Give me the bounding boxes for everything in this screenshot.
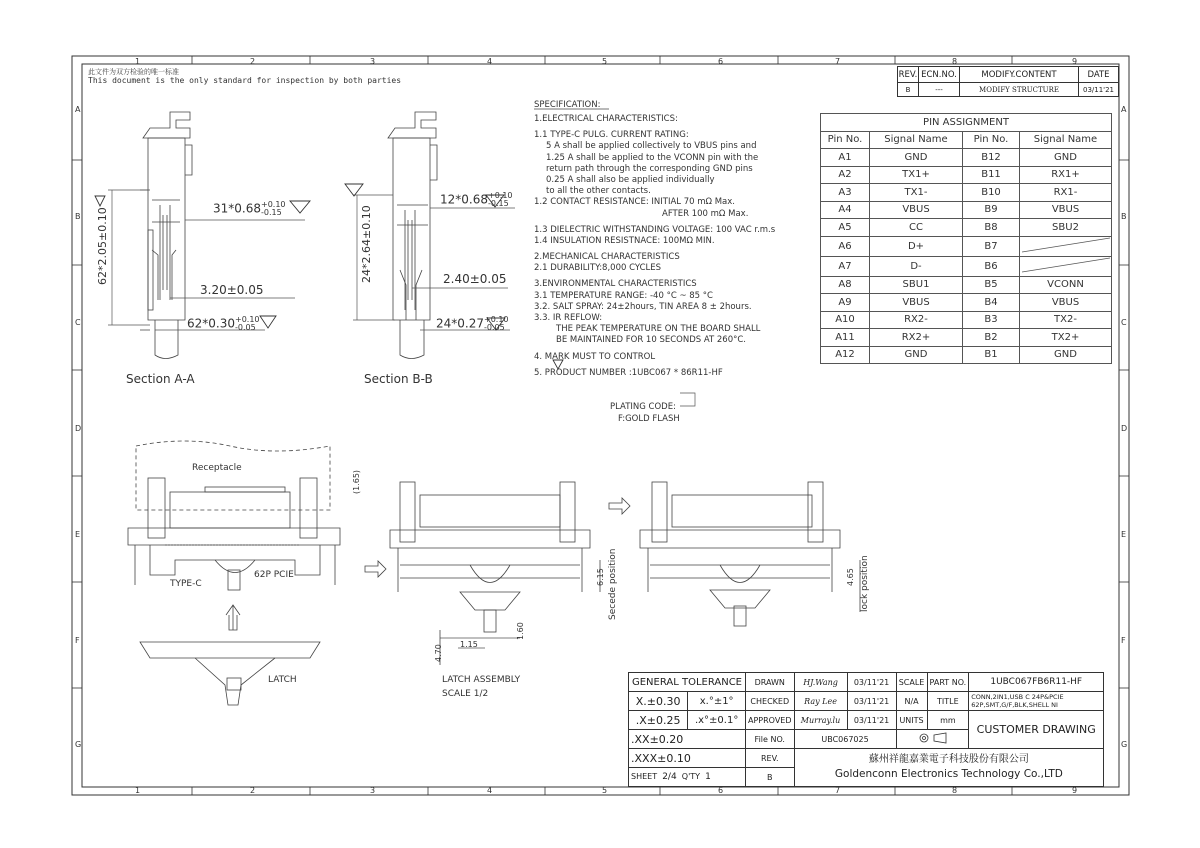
rev-value-tb: B: [746, 768, 795, 787]
section-b-drawing: [388, 112, 437, 359]
grid-label: G: [1121, 740, 1128, 749]
pin-number: A12: [821, 346, 870, 364]
signal-name: VBUS: [1020, 294, 1112, 312]
latch-assembly-label: LATCH ASSEMBLY: [442, 675, 521, 685]
part-no-label: PART NO.: [927, 673, 969, 692]
dim-470: 4.70: [434, 644, 443, 662]
header-note-en: This document is the only standard for inspection by both parties: [88, 76, 402, 85]
scale-label: SCALE 1/2: [442, 689, 489, 699]
scale-label: SCALE: [896, 673, 927, 692]
modify-header: MODIFY.CONTENT: [960, 67, 1079, 83]
section-a-drawing: [140, 112, 192, 359]
grid-label: 4: [487, 786, 493, 795]
signal-name: GND: [870, 149, 963, 167]
grid-label: C: [1121, 318, 1127, 327]
spec-line: 3.2. SALT SPRAY: 24±2hours, TIN AREA 8 ± 2hours.: [534, 301, 752, 312]
signal-name: VCONN: [1020, 276, 1112, 294]
grid-label: 2: [250, 57, 256, 66]
grid-label: 4: [487, 57, 493, 66]
section-a-label: Section A-A: [126, 372, 195, 386]
approved-label: APPROVED: [746, 711, 795, 730]
spec-line: 2.1 DURABILITY:8,000 CYCLES: [534, 263, 662, 274]
dim-b1: 12*0.68+0.10 -0.15: [440, 191, 513, 208]
signal-name: SBU1: [870, 276, 963, 294]
drawn-date: 03/11'21: [847, 673, 896, 692]
signal-name: [1020, 236, 1112, 256]
part-no-value: 1UBC067FB6R11-HF: [969, 673, 1104, 692]
signal-name: SBU2: [1020, 219, 1112, 237]
pin-col-header-2: Pin No.: [963, 131, 1020, 149]
modify-value: MODIFY STRUCTURE: [960, 83, 1079, 97]
pin-assignment-table: [820, 113, 1112, 364]
spec-line: AFTER 100 mΩ Max.: [662, 208, 749, 219]
rev-value: B: [898, 83, 919, 97]
grid-label: A: [1121, 105, 1127, 114]
pin-number: B4: [963, 294, 1020, 312]
secede-position-label: Secede position: [608, 548, 618, 620]
spec-line: 1.3 DIELECTRIC WITHSTANDING VOLTAGE: 100 VAC r.m.s: [534, 224, 776, 235]
pin-number: A8: [821, 276, 870, 294]
sheet-cell: SHEET 2/4 Q'TY 1: [629, 768, 746, 787]
pin-row: [821, 329, 1112, 347]
tol-xx-angle: .x°±0.1°: [688, 711, 746, 730]
spec-line: 3.1 TEMPERATURE RANGE: -40 °C ~ 85 °C: [534, 290, 713, 301]
header-note-cn: 此文件为双方检验的唯一标准: [88, 68, 179, 76]
checked-date: 03/11'21: [847, 692, 896, 711]
grid-label: C: [75, 318, 81, 327]
grid-label: A: [75, 105, 81, 114]
grid-label: 3: [370, 57, 376, 66]
signal-name: D-: [870, 256, 963, 276]
pin-number: A4: [821, 201, 870, 219]
dim-a2: 62*2.05±0.10: [96, 207, 109, 285]
spec-line: 1.ELECTRICAL CHARACTERISTICS:: [534, 114, 678, 124]
pin-number: B1: [963, 346, 1020, 364]
spec-line: 1.1 TYPE-C PULG. CURRENT RATING:: [534, 130, 689, 141]
pin-row: [821, 184, 1112, 202]
spec-line: 5 A shall be applied collectively to VBUS pins and: [546, 141, 757, 152]
spec-line: to all the other contacts.: [546, 186, 651, 197]
grid-label: 6: [718, 57, 724, 66]
spec-line: 1.25 A shall be applied to the VCONN pin with the: [546, 152, 759, 163]
signal-name: RX1-: [1020, 184, 1112, 202]
grid-label: 8: [952, 57, 958, 66]
signal-name: [1020, 256, 1112, 276]
grid-label: 7: [835, 57, 841, 66]
lock-position-label: lock position: [860, 555, 870, 612]
dim-a4: 62*0.30+0.10 -0.05: [187, 315, 260, 332]
grid-label: 9: [1072, 57, 1078, 66]
pin-row: [821, 346, 1112, 364]
spec-line: 1.4 INSULATION RESISTNACE: 100MΩ MIN.: [534, 235, 715, 246]
signal-name: RX1+: [1020, 166, 1112, 184]
grid-label: F: [75, 636, 80, 645]
approved-by: Murray.lu: [794, 711, 847, 730]
file-no-value: UBC067025: [794, 730, 896, 749]
pin-number: A3: [821, 184, 870, 202]
pcie-label: 62P PCIE: [254, 570, 294, 580]
pin-row: [821, 256, 1112, 276]
pin-number: A1: [821, 149, 870, 167]
pin-row: [821, 201, 1112, 219]
customer-drawing: CUSTOMER DRAWING: [969, 711, 1104, 749]
grid-label: 2: [250, 786, 256, 795]
grid-label: D: [75, 424, 82, 433]
grid-label: E: [1121, 530, 1127, 539]
pin-row: [821, 219, 1112, 237]
section-b-label: Section B-B: [364, 372, 433, 386]
dim-465: 4.65: [846, 568, 855, 586]
pin-number: B9: [963, 201, 1020, 219]
signal-name: VBUS: [870, 201, 963, 219]
spec-line: return path through the corresponding GND pins: [546, 163, 753, 174]
grid-label: 8: [952, 786, 958, 795]
dim-a1: 31*0.68+0.10 -0.15: [213, 200, 286, 217]
dim-115: 1.15: [460, 640, 478, 649]
pin-number: B2: [963, 329, 1020, 347]
signal-col-header-2: Signal Name: [1020, 131, 1112, 149]
dim-b3: 2.40±0.05: [443, 272, 507, 286]
pin-number: A2: [821, 166, 870, 184]
date-header: DATE: [1079, 67, 1119, 83]
latch-label: LATCH: [268, 675, 297, 685]
signal-name: RX2+: [870, 329, 963, 347]
signal-name: VBUS: [1020, 201, 1112, 219]
pin-number: B3: [963, 311, 1020, 329]
pin-row: [821, 276, 1112, 294]
rev-header: REV.: [898, 67, 919, 83]
spec-line: 3.ENVIRONMENTAL CHARACTERISTICS: [534, 279, 697, 290]
pin-row: [821, 294, 1112, 312]
scale-value: N/A: [896, 692, 927, 711]
signal-name: RX2-: [870, 311, 963, 329]
pin-number: B10: [963, 184, 1020, 202]
tol-xx: .X±0.25: [629, 711, 688, 730]
spec-line: 3.3. IR REFLOW:: [534, 313, 603, 323]
receptacle-label: Receptacle: [192, 463, 242, 473]
grid-label: G: [75, 740, 82, 749]
signal-name: GND: [1020, 346, 1112, 364]
pin-row: [821, 149, 1112, 167]
tol-x: X.±0.30: [629, 692, 688, 711]
grid-label: 1: [135, 786, 141, 795]
dim-b2: 24*2.64±0.10: [360, 205, 373, 283]
signal-name: GND: [870, 346, 963, 364]
signal-name: TX2-: [1020, 311, 1112, 329]
grid-label: 9: [1072, 786, 1078, 795]
grid-label: 5: [602, 57, 608, 66]
dim-615: 6.15: [596, 568, 605, 586]
signal-name: TX1-: [870, 184, 963, 202]
spec-lines: [534, 114, 775, 379]
spec-line: 2.MECHANICAL CHARACTERISTICS: [534, 252, 680, 263]
pin-number: B6: [963, 256, 1020, 276]
grid-label: E: [75, 530, 81, 539]
file-no-label: File NO.: [746, 730, 795, 749]
pin-number: A10: [821, 311, 870, 329]
revision-table: [897, 66, 1119, 97]
date-value: 03/11'21: [1079, 83, 1119, 97]
lock-position-drawing: [640, 482, 860, 626]
units-label: UNITS: [896, 711, 927, 730]
tol-xxxx: .XXX±0.10: [629, 749, 746, 768]
pin-number: A6: [821, 236, 870, 256]
spec-line: 1.2 CONTACT RESISTANCE: INITIAL 70 mΩ Max.: [534, 197, 735, 208]
title-value: CONN,2IN1,USB C 24P&PCIE 62P,SMT,G/F,BLK,SHELL NI: [969, 692, 1104, 711]
pin-number: B5: [963, 276, 1020, 294]
drawn-by: HJ.Wang: [794, 673, 847, 692]
pin-assignment-title: PIN ASSIGNMENT: [821, 114, 1112, 132]
signal-name: D+: [870, 236, 963, 256]
signal-name: CC: [870, 219, 963, 237]
pin-number: B12: [963, 149, 1020, 167]
ecn-value: ---: [919, 83, 960, 97]
plating-code-value: F:GOLD FLASH: [618, 414, 680, 424]
signal-col-header: Signal Name: [870, 131, 963, 149]
plating-code-label: PLATING CODE:: [610, 402, 676, 412]
ecn-header: ECN.NO.: [919, 67, 960, 83]
title-label: TITLE: [927, 692, 969, 711]
checked-by: Ray Lee: [794, 692, 847, 711]
signal-name: TX2+: [1020, 329, 1112, 347]
spec-title: SPECIFICATION:: [534, 100, 601, 110]
general-tolerance-label: GENERAL TOLERANCE: [629, 673, 746, 692]
grid-label: 7: [835, 786, 841, 795]
spec-line: 4. MARK MUST TO CONTROL: [534, 351, 656, 362]
signal-name: VBUS: [870, 294, 963, 312]
grid-label: F: [1121, 636, 1126, 645]
tol-x-angle: x.°±1°: [688, 692, 746, 711]
pin-number: A7: [821, 256, 870, 276]
grid-label: 5: [602, 786, 608, 795]
checked-label: CHECKED: [746, 692, 795, 711]
projection-symbol-icon: [896, 730, 969, 749]
spec-line: 5. PRODUCT NUMBER :1UBC067 * 86R11-HF: [534, 367, 723, 378]
dim-165: (1.65): [352, 469, 361, 494]
tol-xxx: .XX±0.20: [629, 730, 746, 749]
pin-col-header: Pin No.: [821, 131, 870, 149]
signal-name: GND: [1020, 149, 1112, 167]
grid-label: B: [1121, 212, 1127, 221]
grid-label: B: [75, 212, 81, 221]
latch-assembly-drawing: [365, 482, 630, 665]
rev-label: REV.: [746, 749, 795, 768]
pin-row: [821, 166, 1112, 184]
pin-number: A5: [821, 219, 870, 237]
dim-a3: 3.20±0.05: [200, 283, 264, 297]
approved-date: 03/11'21: [847, 711, 896, 730]
pin-number: B11: [963, 166, 1020, 184]
dim-160: 1.60: [516, 622, 525, 640]
pin-number: A11: [821, 329, 870, 347]
spec-line: THE PEAK TEMPERATURE ON THE BOARD SHALL: [556, 324, 761, 335]
grid-label: 3: [370, 786, 376, 795]
drawn-label: DRAWN: [746, 673, 795, 692]
spec-line: BE MAINTAINED FOR 10 SECONDS AT 260°C.: [556, 335, 747, 346]
grid-label: 1: [135, 57, 141, 66]
receptacle-assembly-drawing: [128, 441, 340, 705]
grid-label: D: [1121, 424, 1128, 433]
title-block: [628, 672, 1104, 787]
company-name: 蘇州祥龍嘉業電子科技股份有限公司 Goldenconn Electronics Technology Co.,LTD: [794, 749, 1104, 787]
pin-number: B8: [963, 219, 1020, 237]
pin-row: [821, 236, 1112, 256]
pin-row: [821, 311, 1112, 329]
signal-name: TX1+: [870, 166, 963, 184]
dim-b4: 24*0.27+0.10 -0.05: [436, 315, 509, 332]
typec-label: TYPE-C: [170, 579, 202, 589]
grid-label: 6: [718, 786, 724, 795]
pin-number: B7: [963, 236, 1020, 256]
units-value: mm: [927, 711, 969, 730]
spec-line: 0.25 A shall also be applied individually: [546, 174, 715, 185]
pin-number: A9: [821, 294, 870, 312]
